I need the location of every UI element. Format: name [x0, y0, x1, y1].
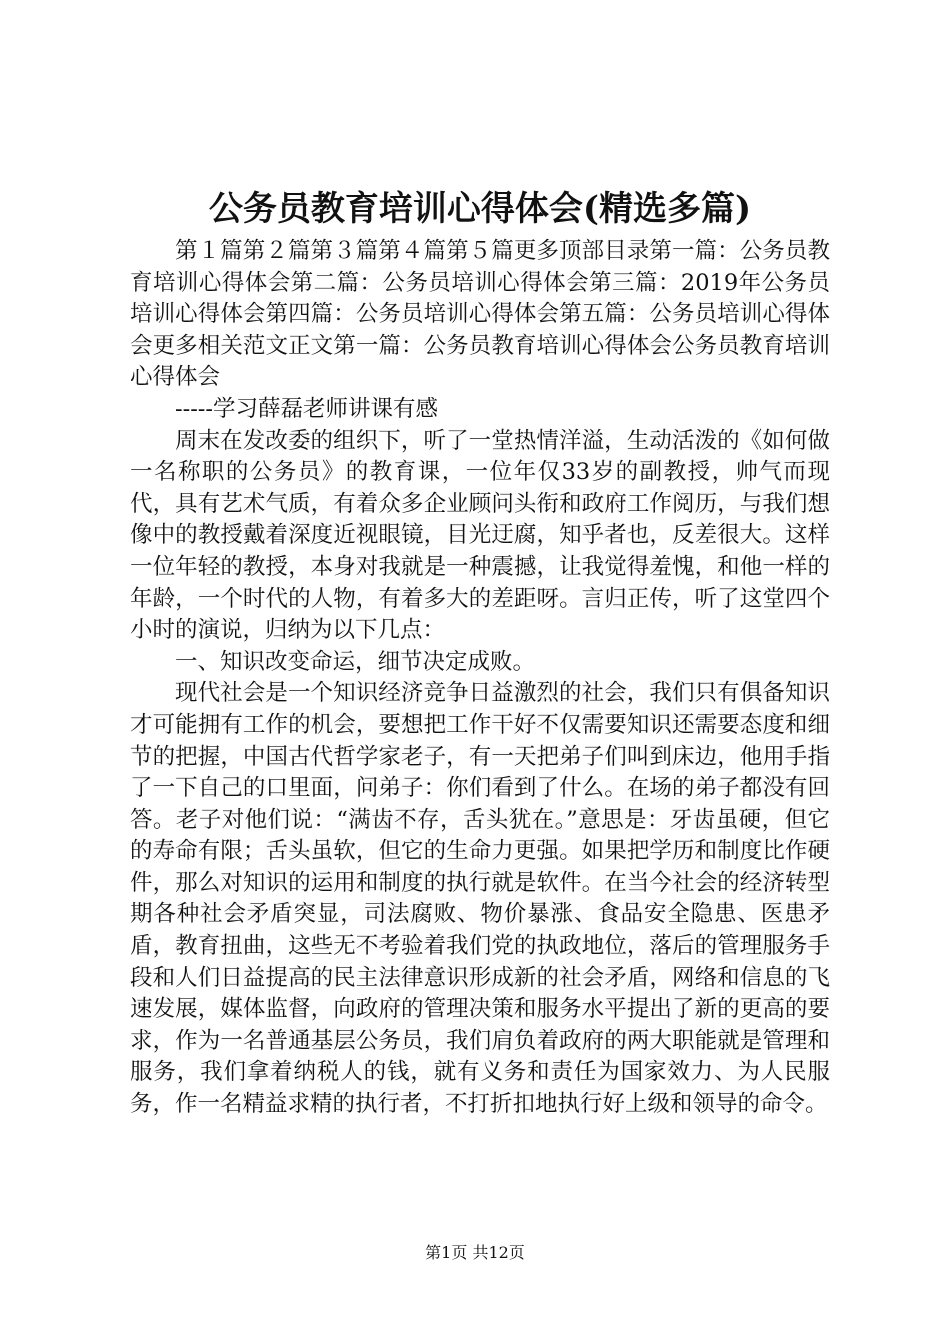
- page-footer: 第1页 共12页: [425, 1243, 525, 1262]
- body-paragraph: 周末在发改委的组织下，听了一堂热情洋溢，生动活泼的《如何做一名称职的公务员》的教育课，一位年仅33岁的副教授，帅气而现代，具有艺术气质，有着众多企业顾问头衔和政府工作阅历，与我们想像中的教授戴着深度近视眼镜，目光迂腐，知乎者也，反差很大。这样一位年轻的教授，本身对我就是一种震撼，让我觉得羞愧，和他一样的年龄，一个时代的人物，有着多大的差距呀。言归正传，听了这堂四个小时的演说，归纳为以下几点：: [130, 427, 830, 644]
- body-paragraph: 现代社会是一个知识经济竞争日益激烈的社会，我们只有俱备知识才可能拥有工作的机会，要想把工作干好不仅需要知识还需要态度和细节的把握，中国古代哲学家老子，有一天把弟子们叫到床边，他用手指了一下自己的口里面，问弟子：你们看到了什么。在场的弟子都没有回答。老子对他们说：“满齿不存，舌头犹在。”意思是：牙齿虽硬，但它的寿命有限；舌头虽软，但它的生命力更强。如果把学历和制度比作硬件，那么对知识的运用和制度的执行就是软件。在当今社会的经济转型期各种社会矛盾突显，司法腐败、物价暴涨、食品安全隐患、医患矛盾，教育扭曲，这些无不考验着我们党的执政地位，落后的管理服务手段和人们日益提高的民主法律意识形成新的社会矛盾，网络和信息的飞速发展，媒体监督，向政府的管理决策和服务水平提出了新的更高的要求，作为一名普通基层公务员，我们肩负着政府的两大职能就是管理和服务，我们拿着纳税人的钱，就有义务和责任为国家效力、为人民服务，作一名精益求精的执行者，不打折扣地执行好上级和领导的命令。: [130, 680, 830, 1118]
- subtitle-paragraph: -----学习薛磊老师讲课有感: [175, 395, 439, 422]
- section-heading: 一、知识改变命运，细节决定成败。: [175, 648, 536, 675]
- document-body: [130, 236, 830, 1121]
- table-of-contents-paragraph: 第１篇第２篇第３篇第４篇第５篇更多顶部目录第一篇：公务员教育培训心得体会第二篇：公务员培训心得体会第三篇：2019年公务员培训心得体会第四篇：公务员培训心得体会第五篇：公务员培训心得体会更多相关范文正文第一篇：公务员教育培训心得体会公务员教育培训心得体会: [130, 238, 830, 391]
- document-title: 公务员教育培训心得体会(精选多篇): [208, 189, 752, 229]
